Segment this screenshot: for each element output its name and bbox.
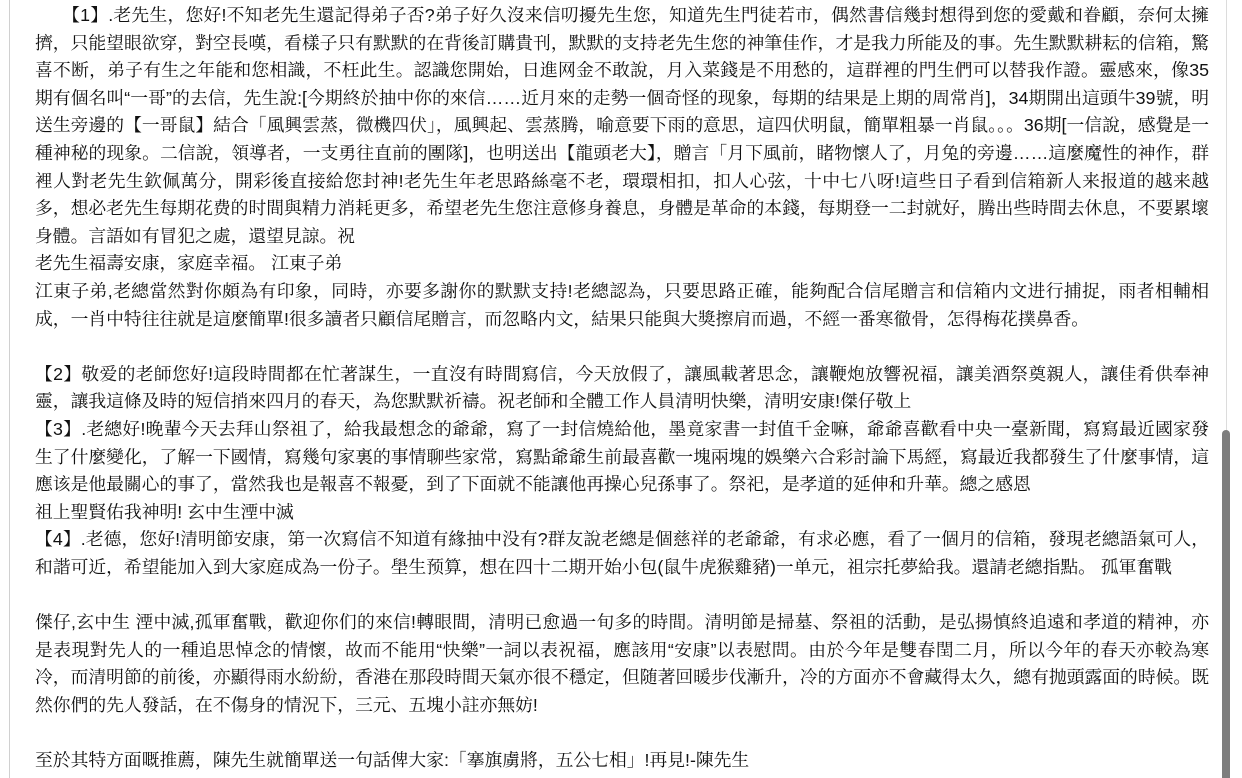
- paragraph: 老先生福壽安康，家庭幸福。 江東子弟: [35, 253, 343, 274]
- blank-line: [35, 333, 1209, 361]
- paragraph: 至於其特方面嘅推薦，陳先生就簡單送一句話俾大家:「搴旗虜將，五公七相」!再見!-陳先生: [35, 750, 750, 771]
- paragraph: 傑仔,玄中生 湮中滅,孤軍奮戰，歡迎你们的來信!轉眼間，清明已愈過一旬多的時間。清明節是掃墓、祭祖的活動，是弘揚慎終追遠和孝道的精神，亦是表現對先人的一種追思悼念的情懷，故而不能用“快樂”一詞以表祝福，應該用“安康”以表慰問。由於今年是雙春閏二月，所以今年的春天亦較為寒冷，而清明節的前後，亦顯得雨水紛紛，香港在那段時間天氣亦很不穩定，但随著回暖步伐漸升，冷的方面亦不會藏得太久，總有抛頭露面的時候。既然你們的先人發話，在不傷身的情況下，三元、五塊小註亦無妨!: [35, 612, 1209, 715]
- blank-line: [35, 581, 1209, 609]
- paragraph: 祖上聖賢佑我神明! 玄中生湮中滅: [35, 501, 294, 522]
- left-border-line: [9, 0, 10, 778]
- paragraph: 【3】.老總好!晚輩今天去拜山祭祖了，給我最想念的爺爺，寫了一封信燒給他，墨竟家書一封值千金嘛，爺爺喜歡看中央一臺新聞，寫寫最近國家發生了什麼變化，了解一下國情，寫幾句家裏的事情聊些家常，寫點爺爺生前最喜歡一塊兩塊的娛樂六合彩討論下馬經，寫最近我都發生了什麼事情，這應该是他最關心的事了，當然我也是報喜不報憂，到了下面就不能讓他再操心兒孫事了。祭祀，是孝道的延伸和升華。總之感恩: [35, 418, 1209, 495]
- paragraph: 【1】.老先生，您好!不知老先生還記得弟子否?弟子好久沒来信叨擾先生您，知道先生門徒若市，偶然書信幾封想得到您的愛戴和眷顧，奈何太擁擠，只能望眼欲穿，對空長嘆，看樣子只有默默的在背後訂購貴刊，默默的支持老先生您的神筆佳作，才是我力所能及的事。先生默默耕耘的信箱，驚喜不断，弟子有生之年能和您相識，不枉此生。認識您開始，日進网金不敢說，月入菜錢是不用愁的，這群裡的門生們可以替我作證。靈感來，像35期有個名叫“一哥”的去信，先生說:[今期終於抽中你的來信……近月來的走勢一個奇怪的现象，每期的结果是上期的周常肖]，34期開出這頭牛39號，明送生旁邊的【一哥鼠】結合「風興雲蒸，微機四伏」，風興起、雲蒸腾，喻意要下雨的意思，這四伏明鼠，簡單粗暴一肖鼠。。。36期[一信說，感覺是一種神秘的现象。二信說，領導者，一支勇往直前的團隊]，也明送出【龍頭老大】，贈言「月下風前，睹物懷人了，月兔的旁邊……這麼魔性的神作，群裡人對老先生欽佩萬分，開彩後直接給您封神!老先生年老思路絲毫不老，環環相扣，扣人心弦，十中七八呀!這些日子看到信箱新人来报道的越来越多，想必老先生每期花费的时間與精力消耗更多，希望老先生您注意修身養息，身體是革命的本錢，每期登一二封就好，腾出些時間去休息，不要累壞身體。言語如有冒犯之處，還望見諒。祝: [35, 5, 1209, 246]
- scrollbar-thumb[interactable]: [1222, 430, 1230, 778]
- paragraph: 【4】.老德，您好!清明節安康，第一次寫信不知道有緣抽中没有?群友說老總是個慈祥的老爺爺，有求必應，看了一個月的信箱，發現老總語氣可人，和諧可近，希望能加入到大家庭成為一份子。壆生预算，想在四十二期开始小包(鼠牛虎猴雞豬)一单元，祖宗托夢給我。還請老總指點。 孤軍奮戰: [35, 529, 1209, 577]
- blank-line: [35, 719, 1209, 747]
- paragraph: 江東子弟,老總當然對你頗為有印象，同時，亦要多謝你的默默支持!老總認為，只要思路正確，能夠配合信尾贈言和信箱内文进行捕捉，雨者相輔相成，一肖中特往往就是這麼簡單!很多讀者只顧信尾贈言，而忽略内文，結果只能與大獎擦肩而過，不經一番寒徹骨，怎得梅花撲鼻香。: [35, 280, 1209, 329]
- document-text: [35, 2, 1209, 778]
- paragraph: 【2】敬爱的老師您好!這段時間都在忙著謀生，一直沒有時間寫信，今天放假了，讓風載著思念，讓鞭炮放響祝福，讓美酒祭奠親人，讓佳肴供奉神靈，讓我這條及時的短信捎來四月的春天，為您默默祈禱。祝老師和全體工作人員清明快樂，清明安康!傑仔敬上: [35, 363, 1209, 412]
